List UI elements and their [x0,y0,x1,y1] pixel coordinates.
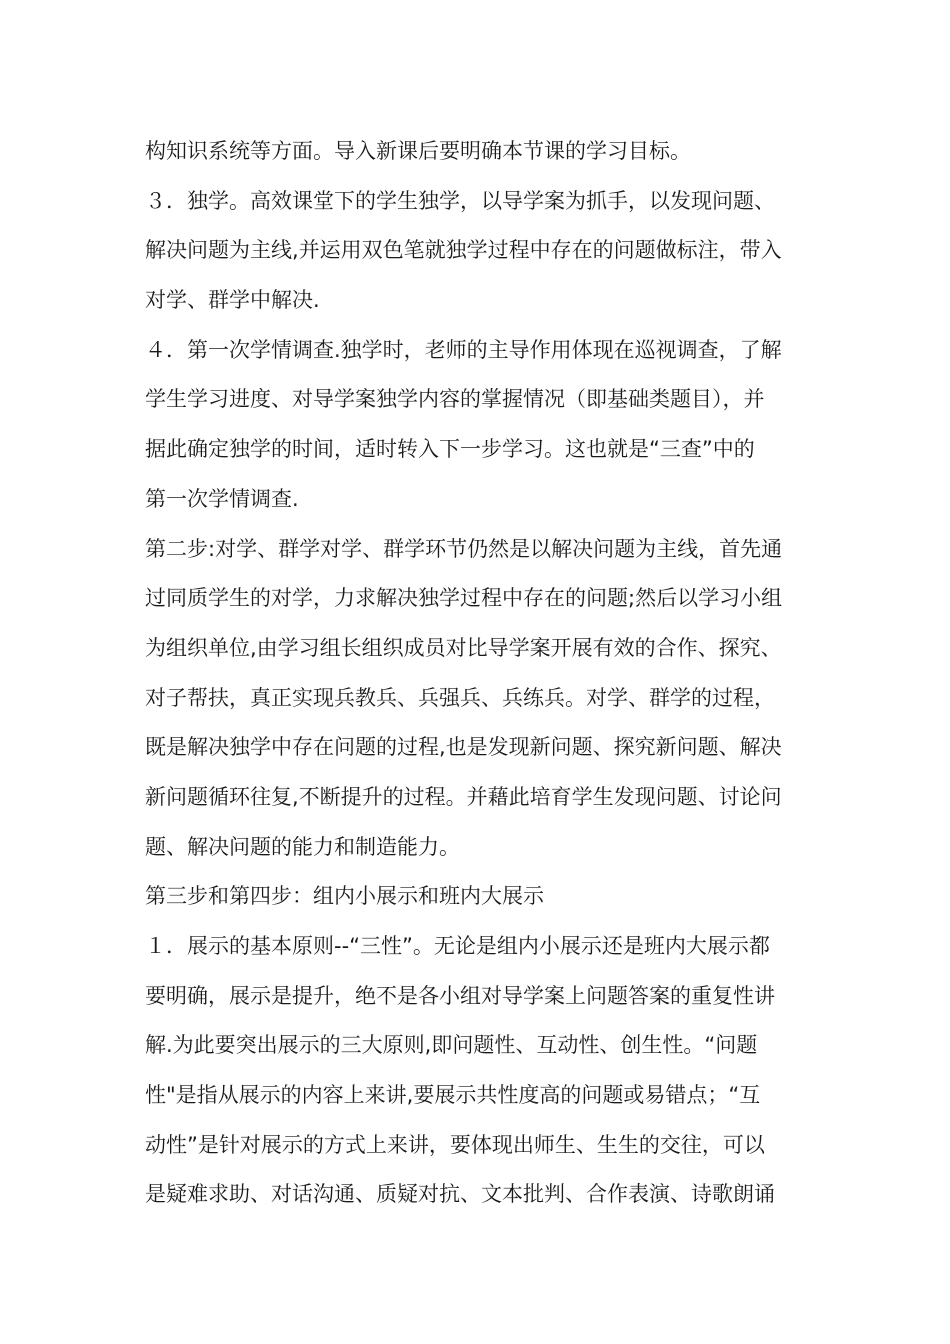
text-line: ４．第一次学情调查.独学时，老师的主导作用体现在巡视调查，了解 [145,337,782,362]
text-line: 学生学习进度、对导学案独学内容的掌握情况（即基础类题目），并 [145,387,765,412]
text-line: 对子帮扶，真正实现兵教兵、兵强兵、兵练兵。对学、群学的过程， [145,685,775,710]
text-line: 是疑难求助、对话沟通、质疑对抗、文本批判、合作表演、诗歌朗诵 [145,1182,775,1207]
text-line: 构知识系统等方面。导入新课后要明确本节课的学习目标。 [145,139,691,163]
text-line: 为组织单位,由学习组长组织成员对比导学案开展有效的合作、探究、 [145,635,782,660]
text-line: 性"是指从展示的内容上来讲,要展示共性度高的问题或易错点；“互 [145,1083,761,1108]
text-line: ３．独学。高效课堂下的学生独学，以导学案为抓手，以发现问题、 [145,188,775,213]
text-line: 题、解决问题的能力和制造能力。 [145,834,460,859]
text-line: 解.为此要突出展示的三大原则,即问题性、互动性、创生性。“问题 [145,1033,758,1058]
text-line: 动性”是针对展示的方式上来讲，要体现出师生、生生的交往，可以 [145,1132,765,1157]
text-line: 新问题循环往复,不断提升的过程。并藉此培育学生发现问题、讨论问 [145,784,782,809]
text-line: 过同质学生的对学，力求解决独学过程中存在的问题;然后以学习小组 [145,586,783,611]
text-line: 既是解决独学中存在问题的过程,也是发现新问题、探究新问题、解决 [145,735,782,760]
text-line: 第二步:对学、群学对学、群学环节仍然是以解决问题为主线，首先通 [145,536,783,561]
text-line: 对学、群学中解决. [145,288,320,313]
text-line: 第一次学情调查. [145,486,299,511]
text-line: 第三步和第四步：组内小展示和班内大展示 [145,884,544,909]
document-page [145,131,813,1224]
text-line: １．展示的基本原则--“三性”。无论是组内小展示还是班内大展示都 [145,934,770,958]
text-line: 要明确，展示是提升，绝不是各小组对导学案上问题答案的重复性讲 [145,983,775,1008]
text-line: 据此确定独学的时间，适时转入下一步学习。这也就是“三查”中的 [145,437,755,462]
text-line: 解决问题为主线,并运用双色笔就独学过程中存在的问题做标注，带入 [145,238,782,263]
